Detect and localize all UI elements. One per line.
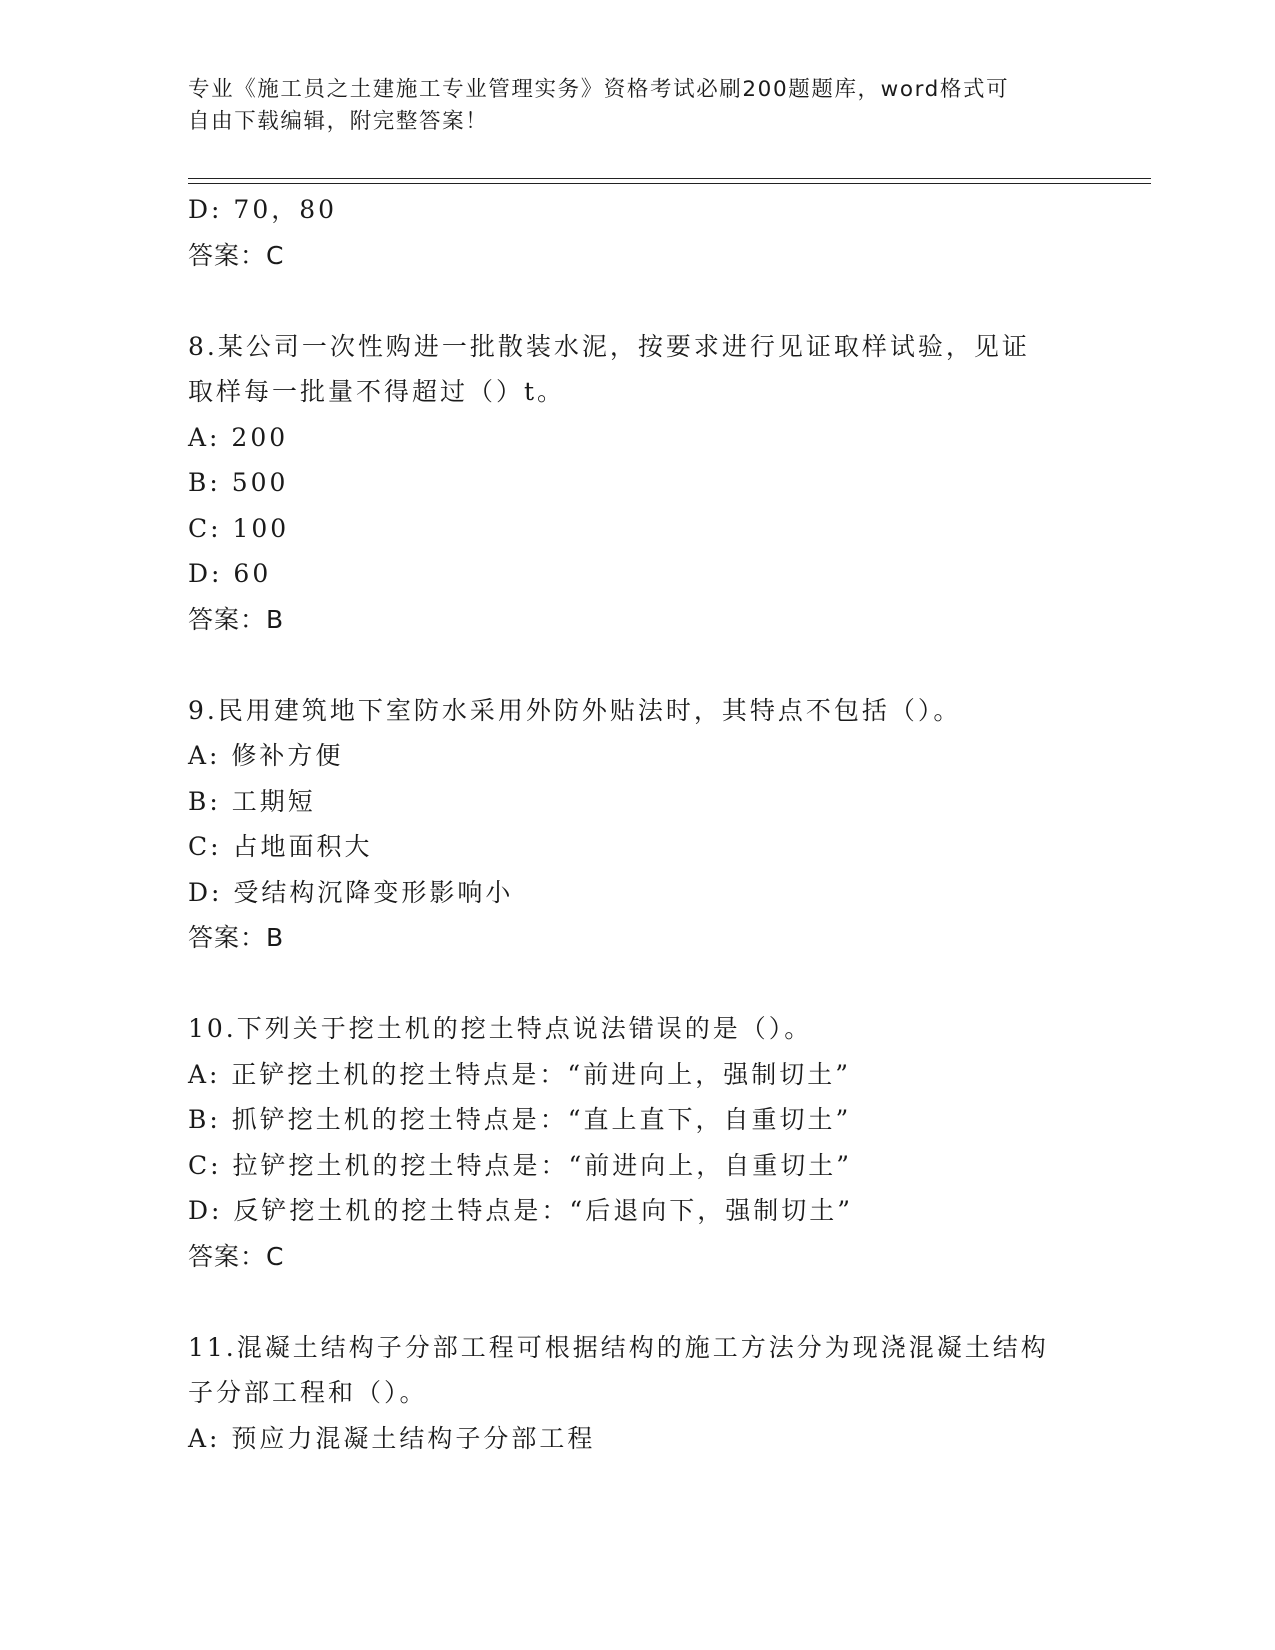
answer: 答案：B — [188, 923, 285, 952]
answer: 答案：C — [188, 240, 285, 270]
question-11 — [188, 1325, 1088, 1462]
option-c: C: 100 — [188, 513, 290, 543]
header-line-2: 自由下载编辑，附完整答案！ — [188, 109, 489, 134]
question-7-tail — [188, 187, 1088, 278]
option-d: D: 60 — [188, 559, 272, 588]
header-divider-top — [188, 178, 1151, 179]
question-8 — [188, 324, 1088, 643]
option-c: C: 拉铲挖土机的挖土特点是：“前进向上，自重切土” — [188, 1150, 853, 1180]
option-d: D: 70，80 — [188, 195, 338, 224]
answer: 答案：C — [188, 1241, 285, 1271]
spacer — [188, 1279, 1088, 1325]
option-d: D: 受结构沉降变形影响小 — [188, 877, 514, 907]
question-stem-continued: 子分部工程和（）。 — [188, 1378, 428, 1407]
option-d: D: 反铲挖土机的挖土特点是：“后退向下，强制切土” — [188, 1196, 853, 1225]
header-divider-bottom — [188, 183, 1151, 184]
question-10 — [188, 1006, 1088, 1279]
page-header — [188, 74, 1088, 138]
question-stem-continued: 取样每一批量不得超过（）t。 — [188, 377, 566, 406]
option-b: B: 500 — [188, 468, 289, 497]
answer: 答案：B — [188, 604, 285, 634]
question-stem: 9.民用建筑地下室防水采用外防外贴法时，其特点不包括（）。 — [188, 695, 962, 725]
question-stem: 8.某公司一次性购进一批散装水泥，按要求进行见证取样试验，见证 — [188, 331, 1030, 361]
option-a: A: 预应力混凝土结构子分部工程 — [188, 1423, 596, 1453]
option-a: A: 修补方便 — [188, 741, 344, 770]
option-a: A: 正铲挖土机的挖土特点是：“前进向上，强制切土” — [188, 1059, 851, 1089]
option-c: C: 占地面积大 — [188, 832, 373, 861]
question-9 — [188, 688, 1088, 961]
question-stem: 11.混凝土结构子分部工程可根据结构的施工方法分为现浇混凝土结构 — [188, 1332, 1049, 1362]
option-a: A: 200 — [188, 422, 289, 452]
spacer — [188, 961, 1088, 1007]
option-b: B: 抓铲挖土机的挖土特点是：“直上直下，自重切土” — [188, 1105, 852, 1134]
spacer — [188, 278, 1088, 324]
question-stem: 10.下列关于挖土机的挖土特点说法错误的是（）。 — [188, 1014, 813, 1043]
header-line-1: 专业《施工员之土建施工专业管理实务》资格考试必刷200题题库，word格式可 — [188, 77, 1010, 102]
option-b: B: 工期短 — [188, 786, 316, 816]
spacer — [188, 642, 1088, 688]
question-list — [188, 187, 1088, 1461]
